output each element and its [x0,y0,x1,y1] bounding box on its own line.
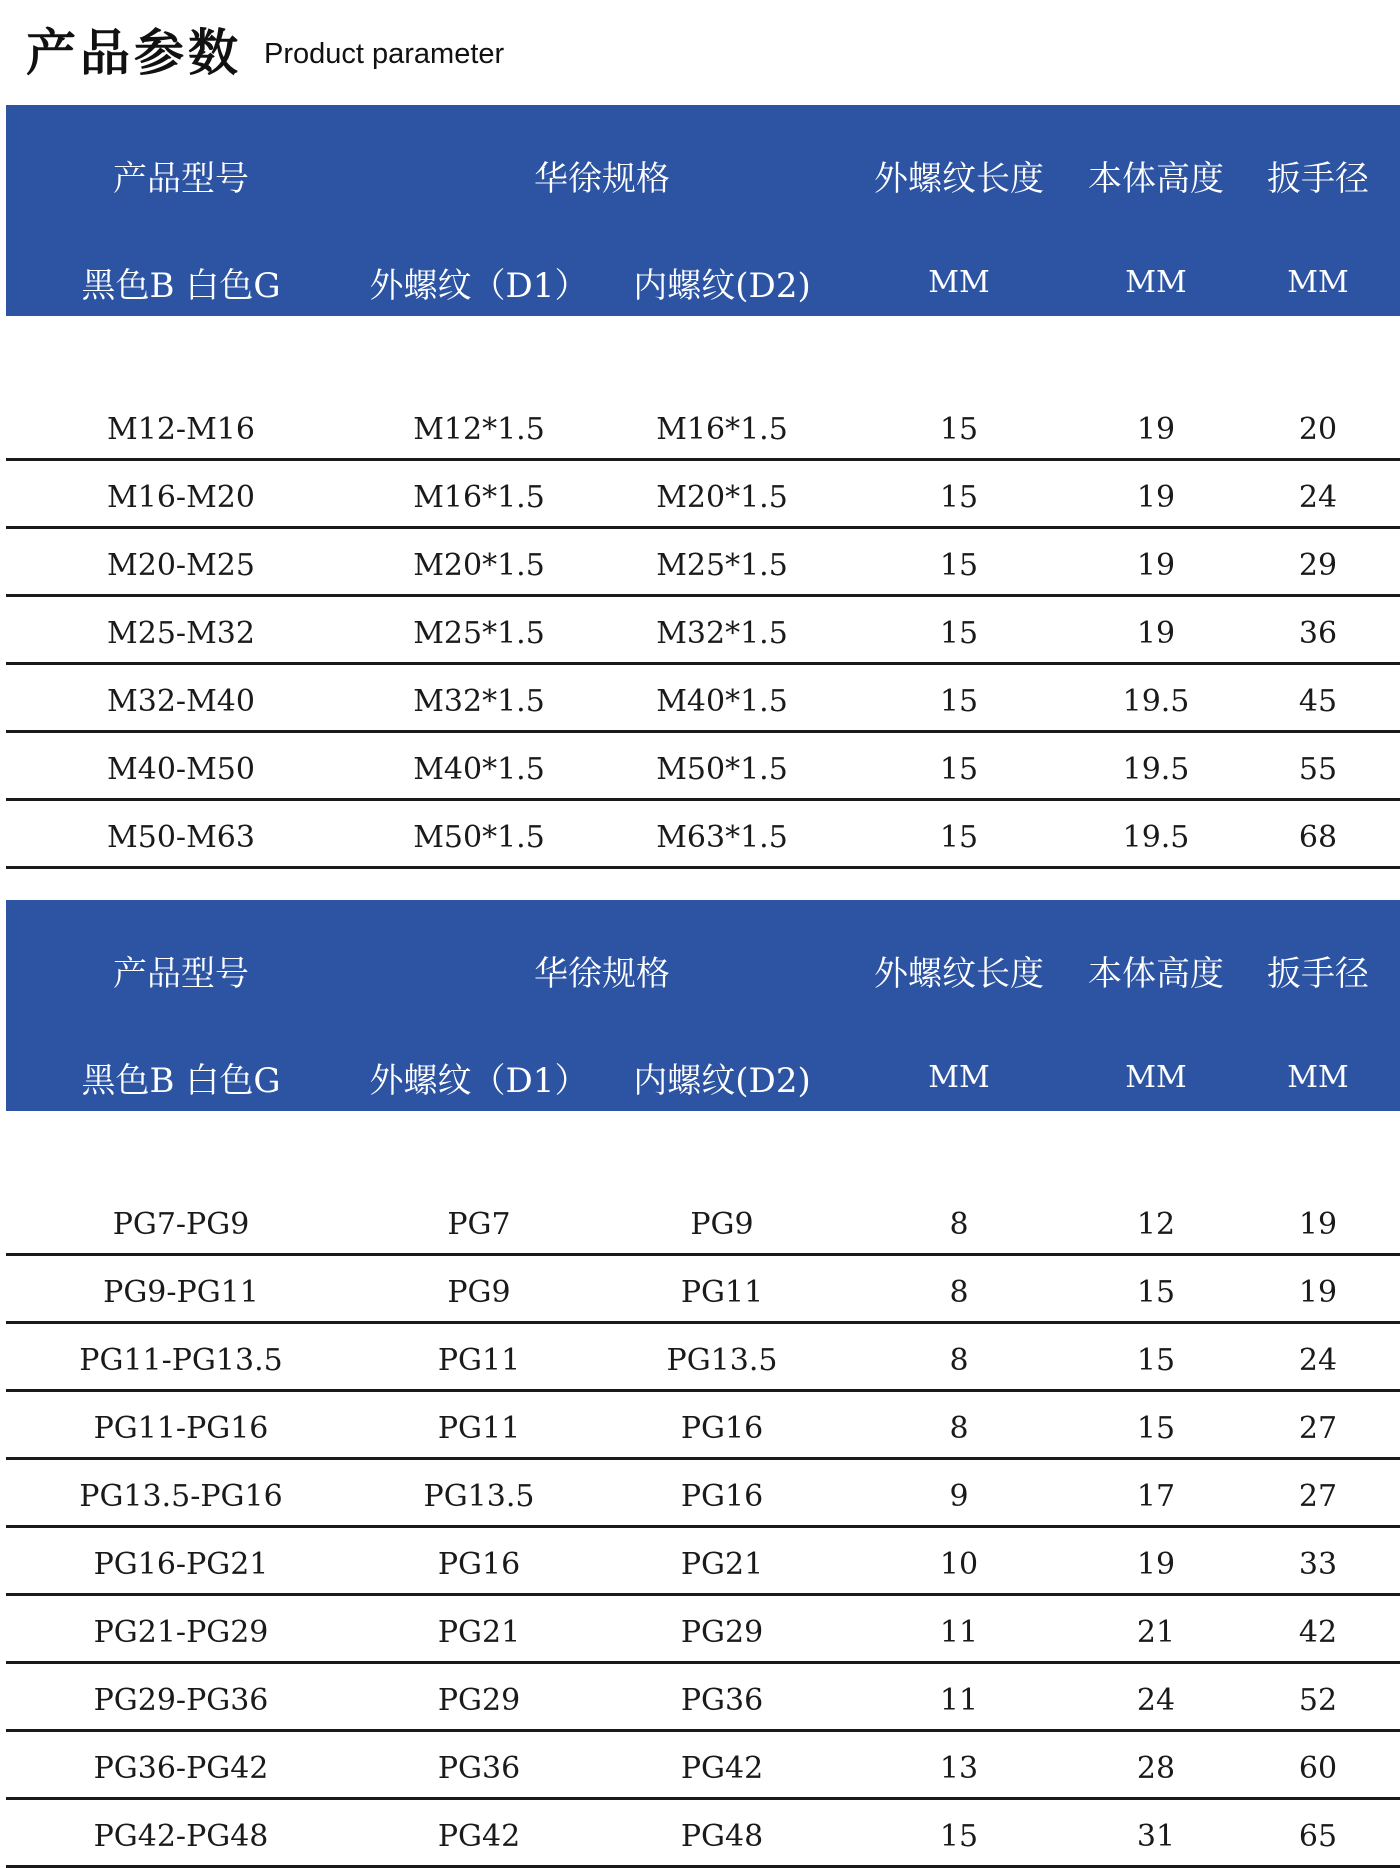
cell-body-height: 15 [1136,1343,1176,1378]
table-row [6,1800,1400,1868]
cell-outer-thread: M20*1.5 [413,548,545,583]
title-english: Product parameter [264,37,505,70]
cell-body-height: 19 [1136,480,1176,515]
cell-outer-thread: M32*1.5 [413,684,545,719]
cell-outer-thread: PG29 [437,1683,521,1718]
cell-model: M20-M25 [107,548,255,583]
cell-body-height: 19 [1136,412,1176,447]
cell-outer-thread: PG21 [437,1615,521,1650]
header-unit: MM [1125,1059,1187,1095]
cell-wrench: 27 [1298,1411,1338,1446]
cell-body-height: 19 [1136,616,1176,651]
table-row [6,1528,1400,1596]
spec-table-metric [6,105,1400,869]
cell-body-height: 31 [1136,1819,1176,1854]
cell-outer-thread: PG13.5 [423,1479,535,1514]
table-body [6,393,1400,869]
header-unit: MM [1125,264,1187,300]
table-row [6,393,1400,461]
cell-wrench: 52 [1298,1683,1338,1718]
table-row [6,801,1400,869]
cell-thread-length: 15 [939,820,979,855]
cell-inner-thread: PG42 [680,1751,764,1786]
cell-inner-thread: M40*1.5 [656,684,788,719]
cell-outer-thread: PG7 [447,1207,511,1242]
cell-inner-thread: PG36 [680,1683,764,1718]
header-thread-length: 外螺纹长度 [874,953,1044,994]
cell-model: PG16-PG21 [93,1547,269,1582]
cell-body-height: 24 [1136,1683,1176,1718]
table-header [6,105,1400,316]
cell-model: PG11-PG16 [93,1411,269,1446]
cell-inner-thread: PG11 [680,1275,764,1310]
cell-model: PG9-PG11 [103,1275,259,1310]
cell-wrench: 42 [1298,1615,1338,1650]
cell-inner-thread: PG48 [680,1819,764,1854]
cell-wrench: 24 [1298,480,1338,515]
table-row [6,1324,1400,1392]
cell-inner-thread: M50*1.5 [656,752,788,787]
header-spec: 华徐规格 [534,158,670,199]
cell-inner-thread: PG16 [680,1479,764,1514]
table-row [6,1460,1400,1528]
cell-thread-length: 15 [939,616,979,651]
header-unit: MM [928,1059,990,1095]
cell-wrench: 19 [1298,1275,1338,1310]
cell-inner-thread: M32*1.5 [656,616,788,651]
header-body-height: 本体高度 [1088,953,1224,994]
table-row [6,529,1400,597]
cell-wrench: 68 [1298,820,1338,855]
header-row-labels [6,940,1400,1000]
cell-thread-length: 11 [939,1683,979,1718]
cell-model: PG11-PG13.5 [79,1343,283,1378]
table-row [6,1188,1400,1256]
cell-thread-length: 8 [949,1343,969,1378]
cell-thread-length: 15 [939,412,979,447]
cell-model: M12-M16 [107,412,255,447]
cell-outer-thread: M40*1.5 [413,752,545,787]
header-row-sub [6,252,1400,312]
cell-model: PG21-PG29 [93,1615,269,1650]
cell-inner-thread: PG9 [690,1207,754,1242]
header-unit: MM [1287,264,1349,300]
cell-inner-thread: PG13.5 [666,1343,778,1378]
cell-inner-thread: PG16 [680,1411,764,1446]
cell-body-height: 15 [1136,1275,1176,1310]
cell-outer-thread: M50*1.5 [413,820,545,855]
cell-outer-thread: M12*1.5 [413,412,545,447]
cell-model: PG7-PG9 [112,1207,250,1242]
cell-wrench: 33 [1298,1547,1338,1582]
cell-model: PG13.5-PG16 [79,1479,283,1514]
cell-wrench: 60 [1298,1751,1338,1786]
header-wrench: 扳手径 [1267,953,1369,994]
cell-outer-thread: M25*1.5 [413,616,545,651]
cell-thread-length: 8 [949,1411,969,1446]
cell-model: PG42-PG48 [93,1819,269,1854]
cell-body-height: 19.5 [1122,820,1190,855]
cell-model: PG36-PG42 [93,1751,269,1786]
header-body-height: 本体高度 [1088,158,1224,199]
header-spec: 华徐规格 [534,953,670,994]
table-row [6,461,1400,529]
table-body [6,1188,1400,1868]
page-title [26,14,504,84]
cell-inner-thread: PG29 [680,1615,764,1650]
table-row [6,1392,1400,1460]
cell-outer-thread: M16*1.5 [413,480,545,515]
header-color: 黑色B 白色G [81,265,281,306]
cell-model: M50-M63 [107,820,255,855]
cell-thread-length: 15 [939,684,979,719]
header-row-labels [6,145,1400,205]
header-model: 产品型号 [113,953,249,994]
header-outer-thread: 外螺纹（D1） [369,265,589,306]
cell-inner-thread: M16*1.5 [656,412,788,447]
cell-thread-length: 9 [949,1479,969,1514]
cell-thread-length: 15 [939,548,979,583]
cell-body-height: 21 [1136,1615,1176,1650]
cell-model: M32-M40 [107,684,255,719]
cell-model: PG29-PG36 [93,1683,269,1718]
cell-wrench: 29 [1298,548,1338,583]
cell-body-height: 19.5 [1122,684,1190,719]
header-outer-thread: 外螺纹（D1） [369,1060,589,1101]
cell-body-height: 12 [1136,1207,1176,1242]
header-row-sub [6,1047,1400,1107]
cell-model: M40-M50 [107,752,255,787]
cell-outer-thread: PG36 [437,1751,521,1786]
title-chinese: 产品参数 [26,24,242,82]
cell-thread-length: 8 [949,1275,969,1310]
cell-wrench: 27 [1298,1479,1338,1514]
cell-wrench: 36 [1298,616,1338,651]
header-unit: MM [1287,1059,1349,1095]
header-unit: MM [928,264,990,300]
cell-inner-thread: M25*1.5 [656,548,788,583]
header-model: 产品型号 [113,158,249,199]
cell-outer-thread: PG16 [437,1547,521,1582]
table-row [6,1732,1400,1800]
cell-thread-length: 11 [939,1615,979,1650]
table-header [6,900,1400,1111]
cell-outer-thread: PG9 [447,1275,511,1310]
cell-body-height: 19 [1136,1547,1176,1582]
header-wrench: 扳手径 [1267,158,1369,199]
table-row [6,1256,1400,1324]
cell-inner-thread: M63*1.5 [656,820,788,855]
table-row [6,665,1400,733]
header-color: 黑色B 白色G [81,1060,281,1101]
table-row [6,1664,1400,1732]
cell-wrench: 19 [1298,1207,1338,1242]
cell-outer-thread: PG11 [437,1411,521,1446]
table-row [6,1596,1400,1664]
cell-thread-length: 13 [939,1751,979,1786]
table-row [6,733,1400,801]
cell-thread-length: 15 [939,480,979,515]
cell-thread-length: 8 [949,1207,969,1242]
header-inner-thread: 内螺纹(D2) [633,265,811,306]
cell-wrench: 20 [1298,412,1338,447]
cell-model: M16-M20 [107,480,255,515]
cell-wrench: 55 [1298,752,1338,787]
cell-outer-thread: PG42 [437,1819,521,1854]
cell-thread-length: 15 [939,752,979,787]
cell-body-height: 28 [1136,1751,1176,1786]
cell-wrench: 45 [1298,684,1338,719]
cell-inner-thread: M20*1.5 [656,480,788,515]
cell-body-height: 17 [1136,1479,1176,1514]
cell-body-height: 19.5 [1122,752,1190,787]
cell-body-height: 15 [1136,1411,1176,1446]
header-thread-length: 外螺纹长度 [874,158,1044,199]
cell-body-height: 19 [1136,548,1176,583]
cell-thread-length: 10 [939,1547,979,1582]
cell-thread-length: 15 [939,1819,979,1854]
header-inner-thread: 内螺纹(D2) [633,1060,811,1101]
cell-inner-thread: PG21 [680,1547,764,1582]
table-row [6,597,1400,665]
cell-model: M25-M32 [107,616,255,651]
cell-wrench: 65 [1298,1819,1338,1854]
spec-table-pg [6,900,1400,1868]
cell-outer-thread: PG11 [437,1343,521,1378]
cell-wrench: 24 [1298,1343,1338,1378]
